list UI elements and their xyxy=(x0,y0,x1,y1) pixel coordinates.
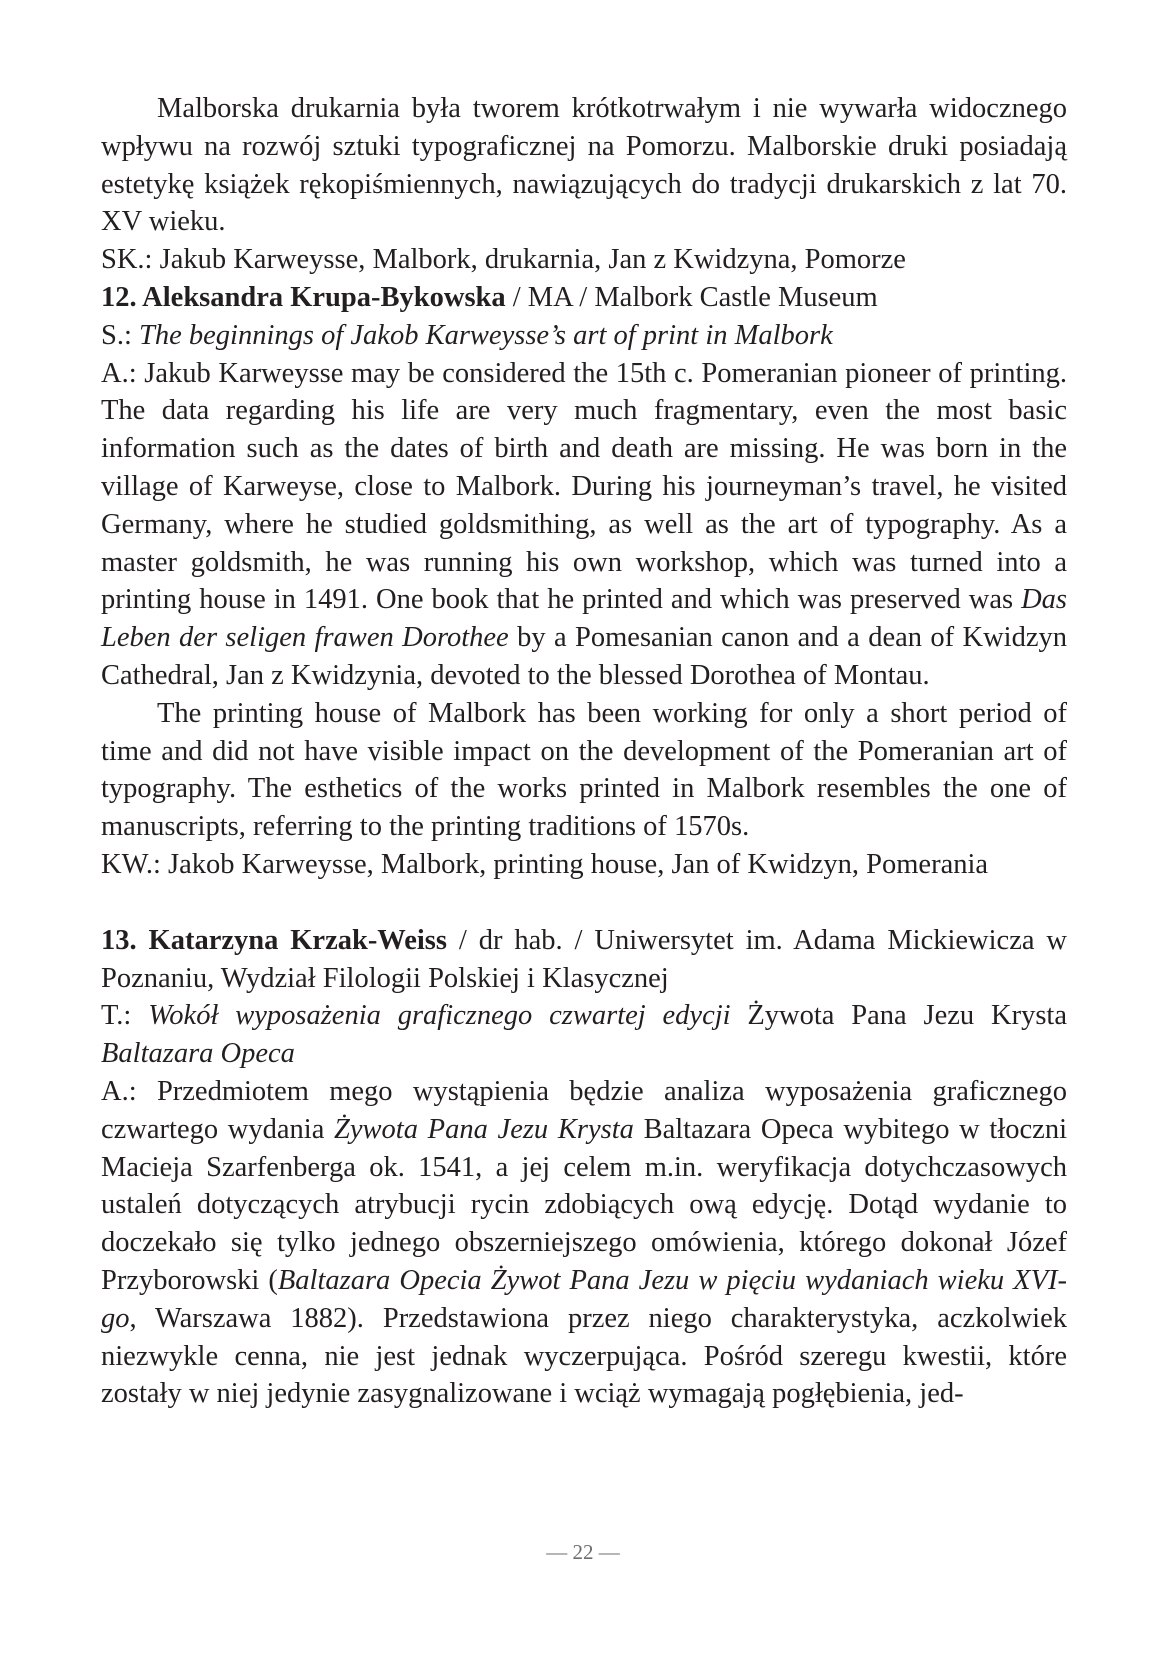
section-12-abstract xyxy=(101,355,1067,695)
section-13-title xyxy=(101,997,1067,1073)
section-13-heading xyxy=(101,922,1067,998)
section-12-author: 12. Aleksandra Krupa-Bykowska xyxy=(101,281,506,313)
section-12-title-text: The beginnings of Jakob Karweysse’s art of print in Malbork xyxy=(139,319,833,351)
section-13-affiliation: / dr hab. / Uniwersytet im. Adama Mickiewicza w Poznaniu, Wydział Filologii Polskiej i Klasycznej xyxy=(101,924,1067,994)
title-italic-part: Baltazara Opeca xyxy=(101,1038,295,1070)
abstract-text: Baltazara Opeca wybitego w tłoczni Macieja Szarfenberga ok. 1541, a jej celem m.in. weryfikacja dotychczasowych ustaleń dotyczących atrybucji rycin zdobiących ową edycję. Dotąd wydanie to doczekało się tylko jednego obszerniejszego omówienia, którego dokonał Józef Przyborowski ( xyxy=(101,1113,1067,1296)
section-11-closing-paragraph: Malborska drukarnia była tworem krótkotrwałym i nie wywarła widocznego wpływu na rozwój sztuki typograficznej na Pomorzu. Malborskie druki posiadają estetykę książek rękopiśmiennych, nawiązujących do tradycji drukarskich z lat 70. XV wieku. xyxy=(101,93,1067,238)
section-12-keywords: KW.: Jakob Karweysse, Malbork, printing house, Jan of Kwidzyn, Pomerania xyxy=(101,848,989,880)
abstract-text: A.: Przedmiotem mego wystąpienia będzie analiza wyposażenia graficznego czwartego wydania xyxy=(101,1075,1067,1145)
section-12-affiliation: / MA / Malbork Castle Museum xyxy=(505,281,878,313)
abstract-text: A.: Jakub Karweysse may be considered the 15th c. Pomeranian pioneer of printing. The data regarding his life are very much fragmentary, even the most basic information such as the dates of birth and death are missing. He was born in the village of Karweyse, close to Malbork. During his journeyman’s travel, he visited Germany, where he studied goldsmithing, as well as the art of typography. As a master goldsmith, he was running his own workshop, which was turned into a printing house in 1491. One book that he printed and which was preserved was xyxy=(101,357,1067,616)
title-italic-part: Wokół wyposażenia graficznego czwartej edycji xyxy=(148,1000,731,1032)
section-13-author: 13. Katarzyna Krzak-Weiss xyxy=(101,924,447,956)
section-13-abstract xyxy=(101,1073,1067,1413)
abstract-text: by a Pomesanian canon and a dean of Kwidzyn Cathedral, Jan z Kwidzynia, devoted to the blessed Dorothea of Montau. xyxy=(101,622,1067,691)
title-label: S.: xyxy=(101,319,140,351)
page-number: — 22 — xyxy=(546,1540,620,1564)
section-12-abstract-paragraph-2: The printing house of Malbork has been working for only a short period of time and did not have visible impact on the development of the Pomeranian art of typography. The esthetics of the works printed in Malbork resembles the one of manuscripts, referring to the printing traditions of 1570s. xyxy=(101,697,1067,843)
abstract-text: , Warszawa 1882). Przedstawiona przez niego charakterystyka, aczkolwiek niezwykle cenna, nie jest jednak wyczerpująca. Pośród szeregu kwestii, które zostały w niej jedynie zasygnalizowane i wciąż wymagają pogłębienia, jed- xyxy=(101,1302,1067,1410)
page-body xyxy=(101,90,1067,1413)
title-label: T.: xyxy=(101,1000,149,1032)
title-roman-part: Żywota Pana Jezu Krysta xyxy=(730,1000,1067,1032)
book-title: Das Leben der seligen frawen Dorothee xyxy=(101,584,1067,654)
section-12-title xyxy=(101,317,1067,355)
book-title: Żywota Pana Jezu Krysta xyxy=(334,1113,634,1145)
section-12-heading xyxy=(101,279,1067,317)
book-title: Baltazara Opecia Żywot Pana Jezu w pięciu wydaniach wieku XVI-go xyxy=(101,1264,1067,1334)
section-gap xyxy=(101,884,1067,922)
section-11-keywords: SK.: Jakub Karweysse, Malbork, drukarnia, Jan z Kwidzyna, Pomorze xyxy=(101,244,906,276)
